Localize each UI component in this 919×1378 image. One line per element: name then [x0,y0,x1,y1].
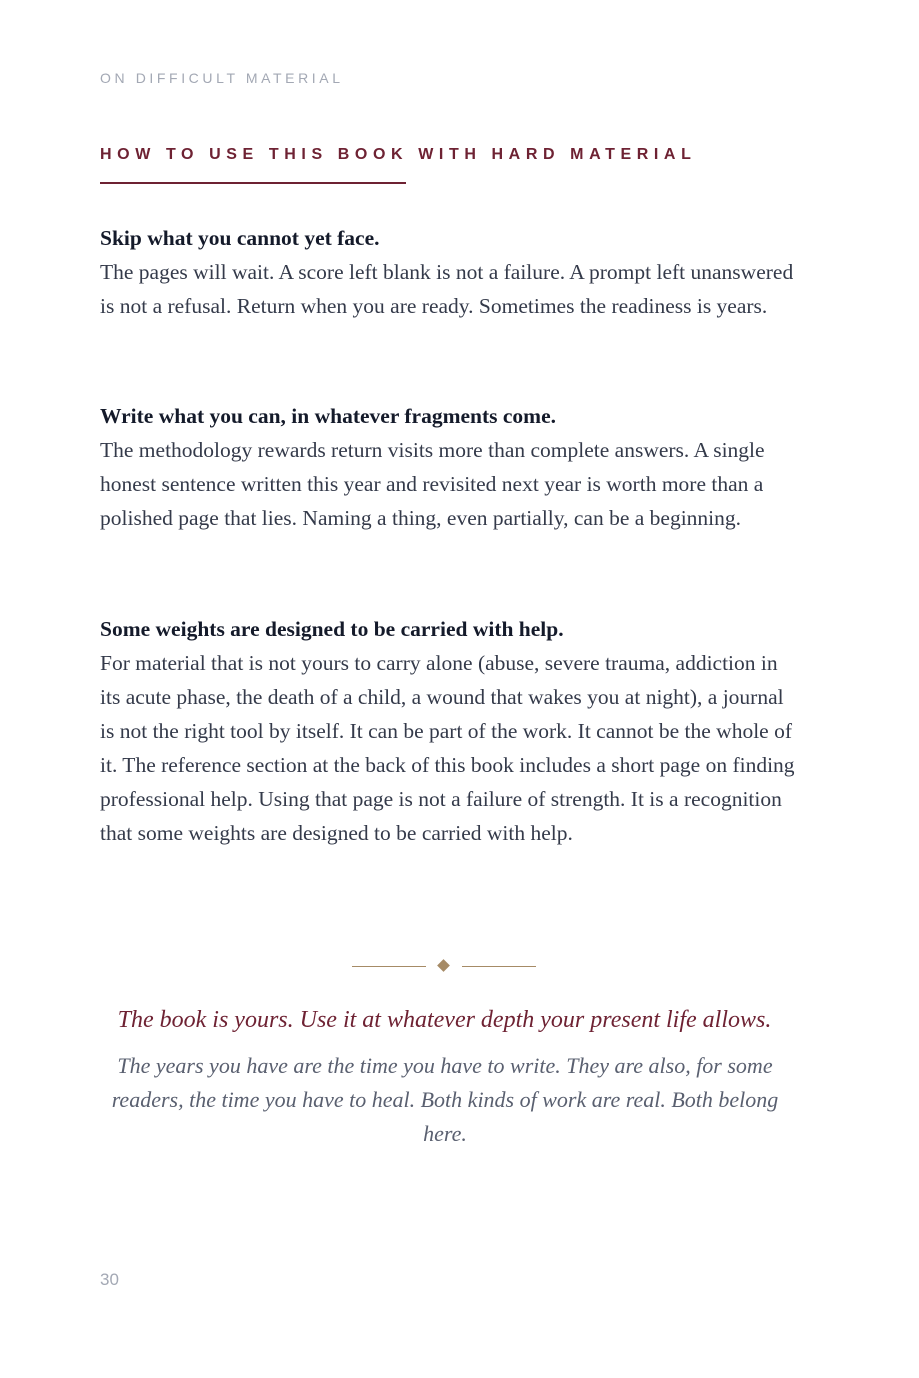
running-head: ON DIFFICULT MATERIAL [100,70,344,86]
closing-lead-quote: The book is yours. Use it at whatever depth your present life allows. [117,1007,772,1033]
closing-body-quote: The years you have are the time you have to write. They are also, for some readers, the time you have to heal. Both kinds of work are real. Both belong here. [111,1053,779,1146]
guidance-block-skip [100,221,800,323]
block-title: Skip what you cannot yet face. [100,226,380,250]
heading-rule [100,182,406,184]
section-heading: HOW TO USE THIS BOOK WITH HARD MATERIAL [100,146,697,163]
guidance-block-help [100,612,800,850]
divider-line-right [462,966,536,967]
guidance-block-fragments [100,399,800,535]
divider-line-left [352,966,426,967]
diamond-icon [437,959,450,972]
block-body: For material that is not yours to carry alone (abuse, severe trauma, addiction in its acute phase, the death of a child, a wound that wakes you at night), a journal is not the right tool by itself. It can be part of the work. It cannot be the whole of it. The reference section at the back of this book includes a short page on finding professional help. Using that page is not a failure of strength. It is a recognition that some weights are designed to be carried with help. [100,651,795,845]
page-number: 30 [100,1270,119,1289]
diamond-divider-ornament [352,959,536,973]
block-title: Some weights are designed to be carried with help. [100,617,564,641]
block-body: The methodology rewards return visits more than complete answers. A single honest sentence written this year and revisited next year is worth more than a polished page that lies. Naming a thing, even partially, can be a beginning. [100,438,765,530]
block-title: Write what you can, in whatever fragments come. [100,404,557,428]
block-body: The pages will wait. A score left blank is not a failure. A prompt left unanswered is not a refusal. Return when you are ready. Sometimes the readiness is years. [100,260,794,318]
